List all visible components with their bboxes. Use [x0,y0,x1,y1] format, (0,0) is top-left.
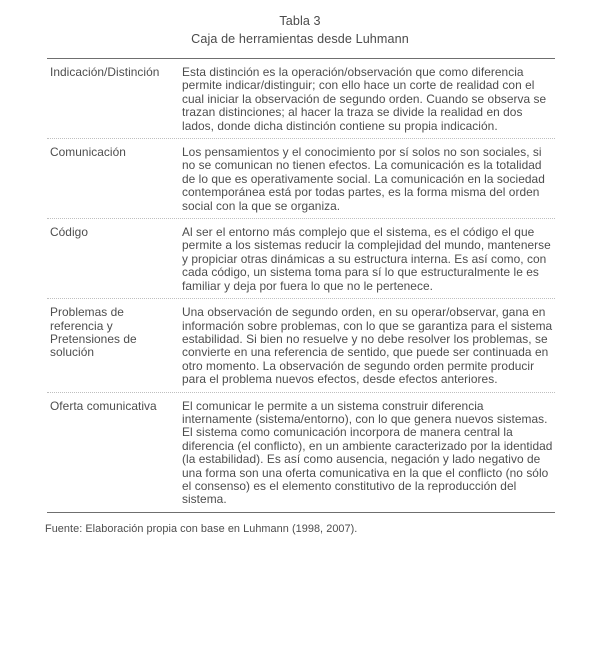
term-cell: Oferta comunicativa [50,398,157,413]
term-cell: Problemas de referencia y Pretensiones de solución [50,305,137,360]
table-row [47,138,555,218]
table-row [47,392,555,512]
term-cell: Código [50,225,88,240]
table-caption [0,0,600,48]
term-cell: Indicación/Distinción [50,65,160,79]
toolbox-table [47,58,555,513]
term-cell: Comunicación [50,145,126,160]
table-body [47,59,555,512]
table-title: Caja de herramientas desde Luhmann [191,31,409,46]
table-row [47,298,555,391]
description-cell: Los pensamientos y el conocimiento por sí solos no son sociales, si no se comunican no tienen efectos. La comunicación es la totalidad de lo que es operativamente social. La comunicación en la sociedad contemporánea está por todas partes, es la forma misma del orden social con la que se organiza. [182,145,545,213]
table-number: Tabla 3 [279,14,321,28]
source-note: Fuente: Elaboración propia con base en Luhmann (1998, 2007). [45,522,358,535]
description-cell: El comunicar le permite a un sistema construir diferencia internamente (sistema/entorno), con lo que genera nuevos sistemas. El sistema como comunicación incorpora de manera central la diferencia (el conflicto), en un ambiente caracterizado por la identidad (la estabilidad). Es así como ausencia, negación y lado negativo de una forma son una oferta comunicativa en la que el conflicto (no sólo el consenso) es el elemento constitutivo de la reproducción del sistema. [182,398,553,507]
description-cell: Esta distinción es la operación/observación que como diferencia permite indicar/distinguir; con ello hace un corte de realidad con el cual iniciar la observación de segundo orden. Cuando se observa se trazan distinciones; al hacer la traza se divide la realidad en dos lados, donde dicha distinción contiene su propia indicación. [182,65,547,133]
table-row [47,218,555,298]
table-row [47,59,555,138]
description-cell: Al ser el entorno más complejo que el sistema, es el código el que permite a los sistemas reducir la complejidad del mundo, mantenerse y propiciar otras dinámicas a su estructura interna. Es así como, con cada código, un sistema toma para sí lo que estructuralmente le es familiar y deja por fuera lo que no le pertenece. [182,225,551,293]
description-cell: Una observación de segundo orden, en su operar/observar, gana en información sobre problemas, con lo que se garantiza para el sistema estabilidad. Si bien no resuelve y no debe resolver los problemas, se convierte en una referencia de sentido, que puede ser continuada en otro momento. La observación de segundo orden permite producir para el problema nuevos efectos, desde efectos anteriores. [182,305,553,387]
